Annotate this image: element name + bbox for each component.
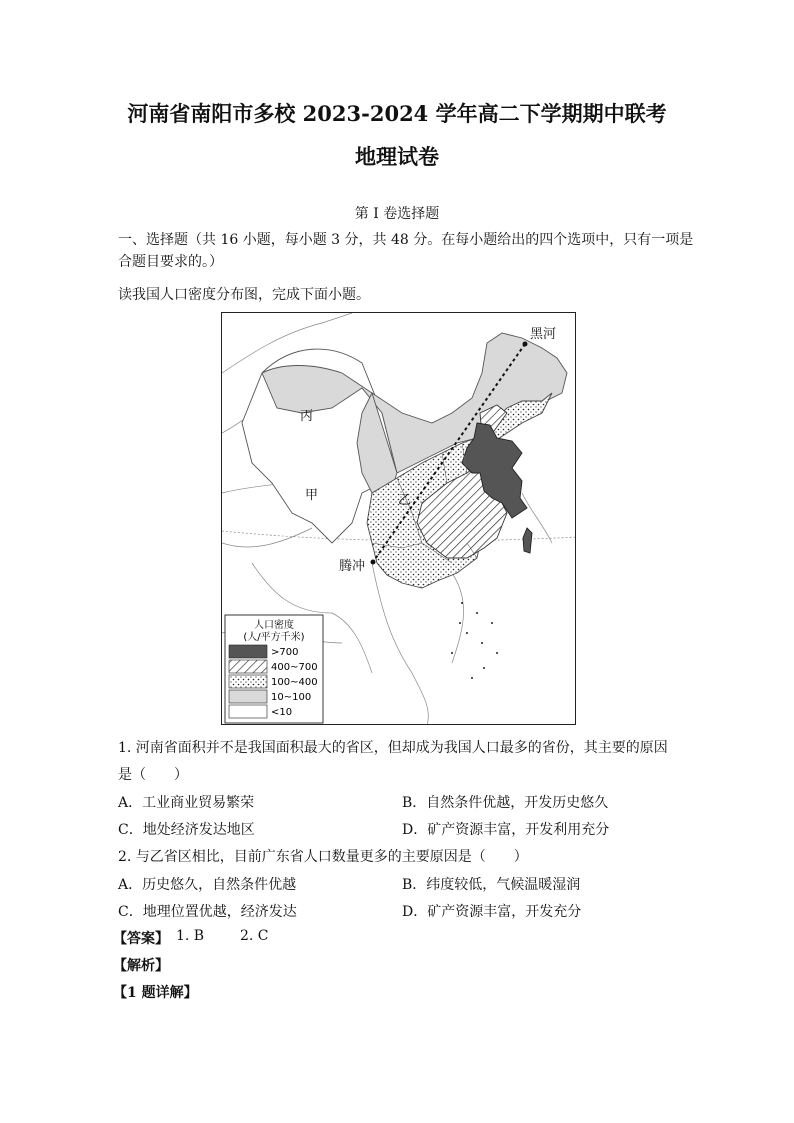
population-density-map [221, 312, 576, 725]
legend-swatch-over-700 [229, 645, 267, 658]
q1-option-d: D．矿产资源丰富，开发利用充分 [402, 822, 610, 838]
label-heihe: 黑河 [530, 327, 557, 342]
legend-swatch-100-400 [229, 675, 267, 688]
q1-option-b: B．自然条件优越，开发历史悠久 [402, 795, 609, 811]
legend-label-100-400: 100~400 [271, 677, 318, 688]
legend-label-under-10: <10 [271, 707, 293, 718]
q1-stem-line-2: 是（ ） [118, 767, 188, 783]
legend-label-400-700: 400~700 [271, 662, 318, 673]
legend-swatch-400-700 [229, 660, 267, 673]
q1-option-a: A．工业商业贸易繁荣 [118, 795, 255, 811]
paper-title: 河南省南阳市多校 2023-2024 学年高二下学期期中联考 [127, 101, 667, 126]
answer-2: 2. C [240, 928, 269, 944]
q1-option-c: C．地处经济发达地区 [118, 822, 255, 838]
label-tengchong: 腾冲 [339, 559, 366, 574]
map-svg [222, 313, 576, 725]
label-bing: 丙 [300, 409, 314, 424]
legend-label-10-100: 10~100 [271, 692, 312, 703]
analysis-label: 【解析】 [113, 958, 169, 974]
heihe-point [523, 342, 528, 347]
tengchong-point [371, 560, 376, 565]
legend-swatch-under-10 [229, 705, 267, 718]
detail-label: 【1 题详解】 [113, 985, 198, 1001]
answer-label: 【答案】 [113, 931, 169, 947]
instruction-line-2: 合题目要求的。） [118, 254, 223, 270]
paper-subject: 地理试卷 [355, 144, 439, 169]
legend-label-over-700: >700 [271, 647, 299, 658]
q2-option-b: B．纬度较低，气候温暖湿润 [402, 877, 581, 893]
map-legend [225, 615, 323, 723]
region-over-700-taiwan [523, 528, 532, 553]
legend-title: 人口密度 [254, 620, 294, 631]
label-yi: 乙 [398, 493, 412, 508]
q2-stem: 2. 与乙省区相比，目前广东省人口数量更多的主要原因是（ ） [118, 849, 528, 865]
label-jia: 甲 [305, 488, 319, 503]
south-sea-islands [451, 602, 498, 679]
section-heading: 第 I 卷选择题 [354, 206, 440, 222]
answer-1: 1. B [176, 928, 205, 944]
legend-swatch-10-100 [229, 690, 267, 703]
instruction-line-1: 一、选择题（共 16 小题，每小题 3 分，共 48 分。在每小题给出的四个选项中，只有一项是 [118, 232, 694, 248]
q1-stem-line-1: 1. 河南省面积并不是我国面积最大的省区，但却成为我国人口最多的省份，其主要的原因 [118, 740, 668, 756]
reading-intro: 读我国人口密度分布图，完成下面小题。 [118, 287, 370, 303]
q2-option-c: C．地理位置优越，经济发达 [118, 904, 297, 920]
q2-option-d: D．矿产资源丰富，开发充分 [402, 904, 582, 920]
q2-option-a: A．历史悠久，自然条件优越 [118, 877, 297, 893]
legend-unit: (人/平方千米) [243, 632, 305, 643]
